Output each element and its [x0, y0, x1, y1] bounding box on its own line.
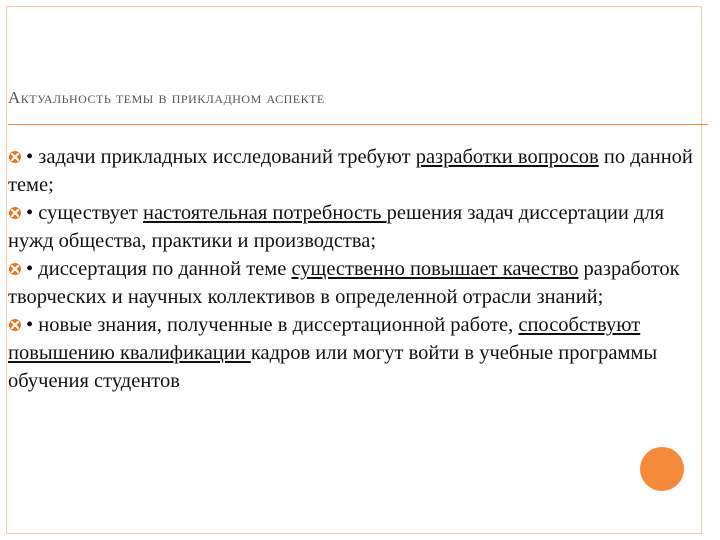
underlined-text: настоятельная потребность — [142, 202, 387, 224]
slide-frame-bottom — [6, 533, 702, 534]
bullet-item — [8, 255, 698, 311]
bullet-item — [8, 311, 698, 395]
diamond-x-icon — [8, 318, 22, 332]
diamond-x-icon — [8, 262, 22, 276]
decorative-circle — [640, 447, 684, 491]
slide-frame-left — [6, 6, 7, 534]
diamond-x-icon — [8, 206, 22, 220]
slide-title: Актуальность темы в прикладном аспекте — [8, 88, 325, 107]
bullet-text: кадров или могут войти в учебные программы обучения студентов — [8, 342, 658, 392]
bullet-text: по данной теме; — [8, 146, 693, 196]
bullet-text: • новые знания, полученные в диссертационной работе, — [26, 314, 519, 336]
bullet-text: разработок творческих и научных коллективов в определенной отрасли знаний; — [8, 258, 680, 308]
bullet-list — [8, 143, 698, 395]
bullet-text: решения задач диссертации для нужд общества, практики и производства; — [8, 202, 665, 252]
title-divider — [8, 124, 708, 125]
bullet-item — [8, 199, 698, 255]
slide-frame-top — [6, 6, 702, 66]
bullet-item — [8, 143, 698, 199]
bullet-text: • диссертация по данной теме — [26, 258, 292, 280]
underlined-text: способствуют повышению квалификации — [8, 314, 641, 364]
bullet-text: • задачи прикладных исследований требуют — [26, 146, 416, 168]
slide-frame-right — [701, 6, 702, 534]
underlined-text: разработки вопросов — [415, 146, 599, 168]
diamond-x-icon — [8, 150, 22, 164]
bullet-text: • существует — [26, 202, 143, 224]
underlined-text: существенно повышает качество — [291, 258, 579, 280]
